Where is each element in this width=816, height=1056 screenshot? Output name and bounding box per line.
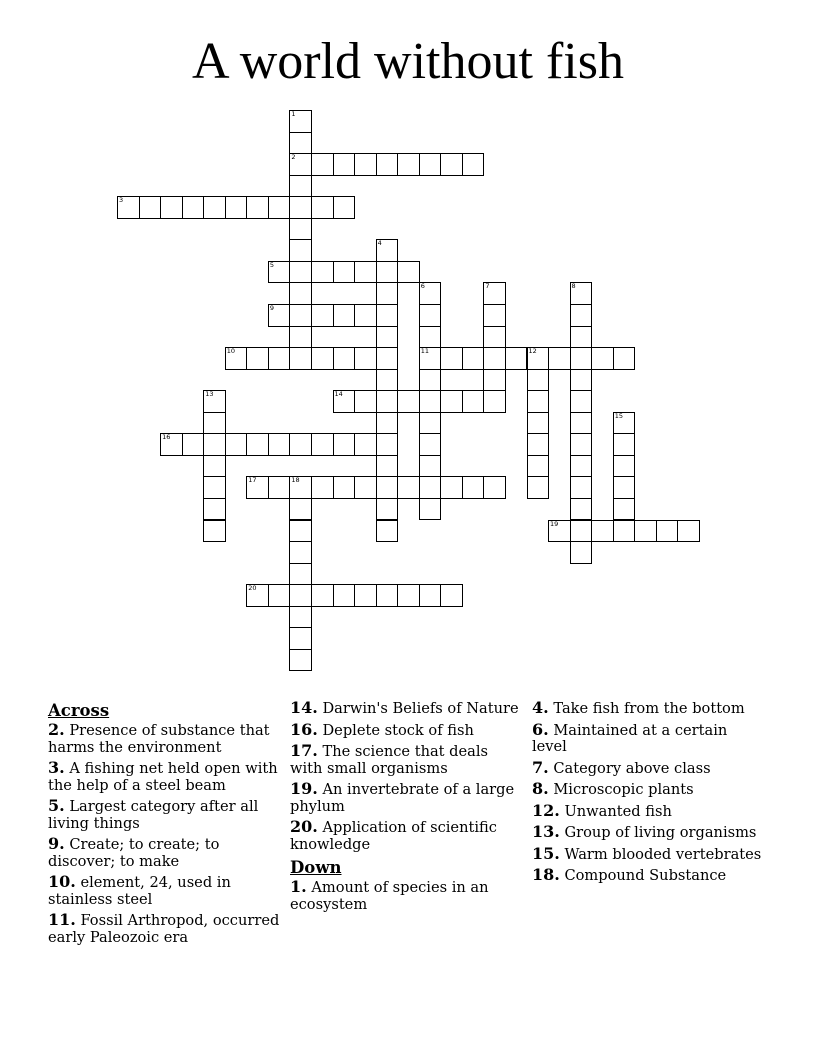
grid-cell[interactable] [397,390,420,413]
grid-cell[interactable] [311,476,334,499]
grid-cell[interactable] [311,347,334,370]
grid-cell[interactable] [289,196,312,219]
grid-cell[interactable] [117,196,140,219]
grid-cell[interactable] [289,498,312,521]
grid-cell[interactable] [289,304,312,327]
grid-cell[interactable] [570,541,593,564]
grid-cell[interactable] [354,433,377,456]
clue-number-label: 4 [377,239,382,248]
grid-cell[interactable] [139,196,162,219]
grid-cell[interactable] [354,261,377,284]
grid-cell[interactable] [311,304,334,327]
grid-cell[interactable] [289,476,312,499]
grid-cell[interactable] [333,196,356,219]
grid-cell[interactable] [483,390,506,413]
grid-cell[interactable] [289,282,312,305]
grid-cell[interactable] [419,455,442,478]
grid-cell[interactable] [246,196,269,219]
clue-number-label: 5 [269,260,275,269]
down-clue[interactable]: 13. Group of living organisms [532,822,757,841]
grid-cell[interactable] [570,369,593,392]
grid-cell[interactable] [246,347,269,370]
grid-cell[interactable] [483,347,506,370]
clue-number-label: 12 [528,347,537,356]
clue-number-label: 10 [226,347,236,356]
grid-cell[interactable] [613,433,636,456]
grid-cell[interactable] [527,412,550,435]
clue-number-label: 11 [420,347,429,356]
grid-cell[interactable] [268,476,291,499]
grid-cell[interactable] [246,476,269,499]
grid-cell[interactable] [570,326,593,349]
grid-cell[interactable] [613,412,636,435]
grid-cell[interactable] [570,412,593,435]
across-clue[interactable]: 19. An invertebrate of a large phylum [290,779,515,815]
grid-cell[interactable] [289,239,312,262]
grid-cell[interactable] [289,541,312,564]
grid-cell[interactable] [203,455,226,478]
grid-cell[interactable] [354,304,377,327]
down-clue[interactable]: 8. Microscopic plants [532,779,694,798]
grid-cell[interactable] [419,304,442,327]
puzzle-title: A world without fish [192,33,624,90]
down-clue[interactable]: 15. Warm blooded vertebrates [532,843,762,863]
grid-cell[interactable] [376,347,399,370]
grid-cell[interactable] [419,412,442,435]
grid-cell[interactable] [268,584,291,607]
grid-cell[interactable] [225,196,248,219]
grid-cell[interactable] [419,282,442,305]
grid-cell[interactable] [570,520,593,543]
grid-cell[interactable] [419,476,442,499]
grid-cell[interactable] [505,347,528,370]
grid-cell[interactable] [289,261,312,284]
grid-cell[interactable] [268,433,291,456]
down-clue[interactable]: 6. Maintained at a certain level [532,719,728,755]
grid-cell[interactable] [440,347,463,370]
grid-cell[interactable] [311,153,334,176]
grid-cell[interactable] [527,390,550,413]
grid-cell[interactable] [333,433,356,456]
grid-cell[interactable] [203,433,226,456]
grid-cell[interactable] [333,390,356,413]
grid-cell[interactable] [570,347,593,370]
grid-cell[interactable] [182,433,205,456]
clue-number-label: 8 [571,282,576,291]
grid-cell[interactable] [419,584,442,607]
clue-number-label: 1 [291,110,296,118]
clue-number-label: 6 [420,282,425,291]
grid-cell[interactable] [548,347,571,370]
grid-cell[interactable] [311,196,334,219]
grid-cell[interactable] [440,390,463,413]
grid-cell[interactable] [677,520,700,543]
grid-cell[interactable] [570,455,593,478]
grid-cell[interactable] [483,304,506,327]
grid-cell[interactable] [289,132,312,155]
grid-cell[interactable] [527,476,550,499]
grid-cell[interactable] [376,433,399,456]
grid-cell[interactable] [570,498,593,521]
grid-cell[interactable] [376,369,399,392]
clue-number-label: 18 [291,476,300,485]
grid-cell[interactable] [527,369,550,392]
grid-cell[interactable] [376,476,399,499]
grid-cell[interactable] [376,153,399,176]
grid-cell[interactable] [182,196,205,219]
grid-cell[interactable] [656,520,679,543]
grid-cell[interactable] [440,153,463,176]
grid-cell[interactable] [246,433,269,456]
grid-cell[interactable] [376,282,399,305]
across-clue[interactable]: 3. A fishing net held open with the help of a steel beam [48,758,278,794]
grid-cell[interactable] [268,304,291,327]
grid-cell[interactable] [634,520,657,543]
grid-cell[interactable] [289,218,312,241]
grid-cell[interactable] [419,369,442,392]
grid-cell[interactable] [419,347,442,370]
grid-cell[interactable] [311,433,334,456]
grid-cell[interactable] [333,476,356,499]
grid-cell[interactable] [289,584,312,607]
down-clue[interactable]: 1. Amount of species in an ecosystem [290,877,489,913]
grid-cell[interactable] [203,498,226,521]
down-clue[interactable]: 7. Category above class [532,757,711,777]
grid-cell[interactable] [397,261,420,284]
grid-cell[interactable] [289,627,312,650]
down-clue[interactable]: 4. Take fish from the bottom [532,698,745,717]
clue-number-label: 15 [614,411,623,420]
grid-cell[interactable] [354,153,377,176]
grid-cell[interactable] [376,498,399,521]
grid-cell[interactable] [354,347,377,370]
grid-cell[interactable] [289,520,312,543]
across-heading: Across [48,701,110,720]
grid-cell[interactable] [397,153,420,176]
grid-cell[interactable] [591,347,614,370]
grid-cell[interactable] [333,584,356,607]
grid-cell[interactable] [462,153,485,176]
down-clue[interactable]: 18. Compound Substance [532,865,727,884]
grid-cell[interactable] [376,412,399,435]
grid-cell[interactable] [527,433,550,456]
across-clue[interactable]: 9. Create; to create; to discover; to make [48,834,220,870]
grid-cell[interactable] [376,326,399,349]
grid-cell[interactable] [613,455,636,478]
grid-cell[interactable] [527,455,550,478]
grid-cell[interactable] [570,476,593,499]
grid-cell[interactable] [570,433,593,456]
clue-column-1 [48,700,280,950]
grid-cell[interactable] [376,261,399,284]
grid-cell[interactable] [419,326,442,349]
grid-cell[interactable] [376,584,399,607]
grid-cell[interactable] [225,433,248,456]
grid-cell[interactable] [483,476,506,499]
grid-cell[interactable] [591,520,614,543]
clue-number-label: 2 [291,153,296,162]
grid-cell[interactable] [289,175,312,198]
clue-number-label: 3 [119,196,124,205]
grid-cell[interactable] [376,390,399,413]
grid-cell[interactable] [613,520,636,543]
grid-cell[interactable] [570,282,593,305]
across-clue[interactable]: 17. The science that deals with small organisms [290,741,489,777]
grid-cell[interactable] [419,498,442,521]
clue-number-label: 9 [269,304,275,312]
grid-cell[interactable] [570,390,593,413]
grid-cell[interactable] [354,390,377,413]
grid-cell[interactable] [419,433,442,456]
across-clue[interactable]: 5. Largest category after all living things [48,796,259,832]
grid-cell[interactable] [203,520,226,543]
grid-cell[interactable] [376,304,399,327]
clue-number-label: 14 [334,390,343,399]
grid-cell[interactable] [527,347,550,370]
grid-cell[interactable] [311,584,334,607]
grid-cell[interactable] [613,347,636,370]
grid-cell[interactable] [440,476,463,499]
across-clue[interactable]: 2. Presence of substance that harms the environment [48,720,270,756]
grid-cell[interactable] [160,433,183,456]
grid-cell[interactable] [225,347,248,370]
across-clue[interactable]: 10. element, 24, used in stainless steel [48,872,231,908]
grid-cell[interactable] [376,239,399,262]
grid-cell[interactable] [289,326,312,349]
grid-cell[interactable] [289,433,312,456]
grid-cell[interactable] [333,153,356,176]
grid-cell[interactable] [397,584,420,607]
grid-cell[interactable] [203,476,226,499]
clue-number-label: 13 [205,390,214,399]
grid-cell[interactable] [289,606,312,629]
grid-cell[interactable] [483,326,506,349]
grid-cell[interactable] [462,476,485,499]
grid-cell[interactable] [289,110,312,133]
clue-column-2 [290,700,522,917]
across-clue[interactable]: 14. Darwin's Beliefs of Nature [290,698,519,717]
grid-cell[interactable] [613,476,636,499]
grid-cell[interactable] [289,649,312,672]
clue-number-label: 7 [485,282,490,291]
grid-cell[interactable] [203,196,226,219]
grid-cell[interactable] [333,347,356,370]
clue-number-label: 20 [248,584,257,593]
grid-cell[interactable] [419,153,442,176]
grid-cell[interactable] [376,455,399,478]
grid-cell[interactable] [268,347,291,370]
grid-cell[interactable] [440,584,463,607]
clue-number-label: 16 [162,433,171,442]
across-clue[interactable]: 16. Deplete stock of fish [290,719,474,739]
grid-cell[interactable] [160,196,183,219]
clue-number-label: 19 [550,519,559,528]
grid-cell[interactable] [462,390,485,413]
grid-cell[interactable] [483,369,506,392]
grid-cell[interactable] [289,347,312,370]
grid-cell[interactable] [354,584,377,607]
across-clue[interactable]: 11. Fossil Arthropod, occurred early Paleozoic era [48,910,280,946]
grid-cell[interactable] [419,390,442,413]
grid-cell[interactable] [333,304,356,327]
grid-cell[interactable] [311,261,334,284]
clue-number-label: 17 [248,476,257,485]
grid-cell[interactable] [354,476,377,499]
grid-cell[interactable] [397,476,420,499]
grid-cell[interactable] [268,261,291,284]
down-heading: Down [290,858,342,877]
down-clue[interactable]: 12. Unwanted fish [532,800,672,820]
grid-cell[interactable] [462,347,485,370]
grid-cell[interactable] [203,390,226,413]
grid-cell[interactable] [246,584,269,607]
grid-cell[interactable] [268,196,291,219]
grid-cell[interactable] [376,520,399,543]
grid-cell[interactable] [483,282,506,305]
clue-column-3 [532,700,764,889]
grid-cell[interactable] [548,520,571,543]
grid-cell[interactable] [333,261,356,284]
grid-cell[interactable] [203,412,226,435]
across-clue[interactable]: 20. Application of scientific knowledge [290,817,497,853]
grid-cell[interactable] [613,498,636,521]
grid-cell[interactable] [289,563,312,586]
grid-cell[interactable] [570,304,593,327]
grid-cell[interactable] [289,153,312,176]
